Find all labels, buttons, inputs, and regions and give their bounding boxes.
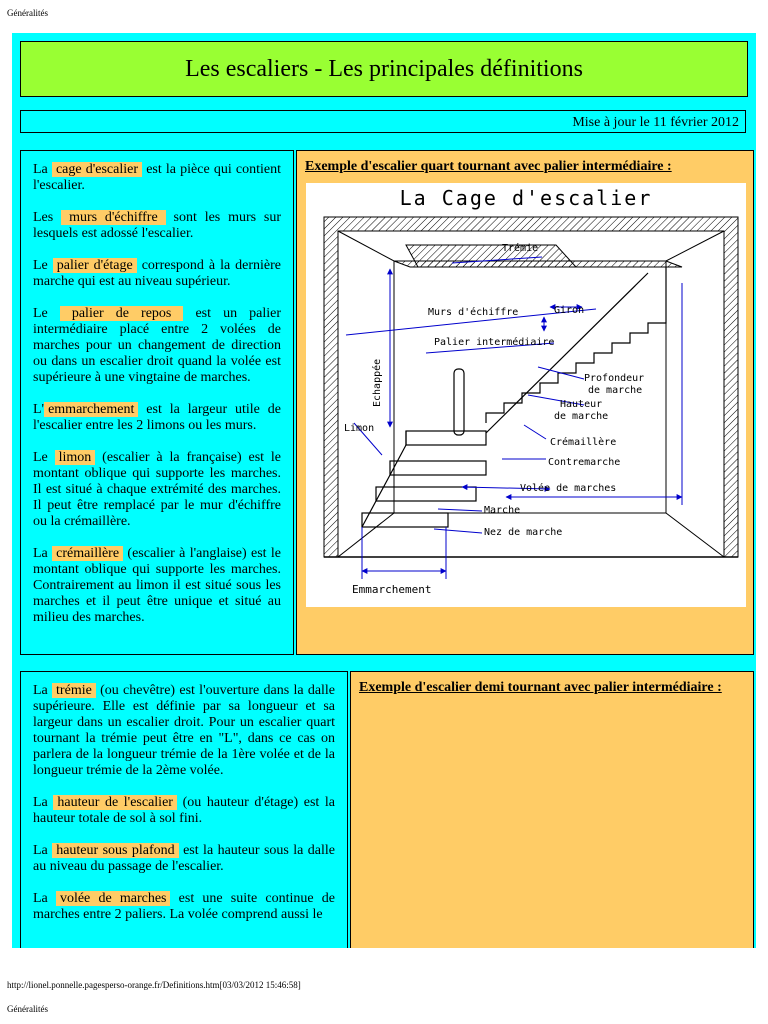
label-nez-marche: Nez de marche — [484, 527, 563, 538]
document-page — [12, 33, 756, 948]
diagram-title: La Cage d'escalier — [399, 186, 653, 210]
definition-prefix: La — [33, 795, 48, 810]
stair-diagram-svg — [306, 183, 746, 607]
example-label-1: Exemple d'escalier quart tournant avec palier intermédiaire : — [305, 159, 672, 174]
definitions-panel-1 — [20, 150, 294, 655]
term-volee-marches: volée de marches — [56, 891, 171, 906]
label-volee: Volée de marches — [520, 483, 617, 494]
diagram-labels — [344, 242, 644, 596]
definition-murs — [33, 210, 281, 242]
definition-hauteur-escalier — [33, 795, 335, 827]
definition-cage — [33, 162, 281, 194]
definition-text: sont les murs sur lesquels est adossé l'escalier. — [33, 210, 282, 241]
definition-prefix: La — [33, 843, 48, 858]
term-emmarchement: emmarchement — [44, 402, 138, 417]
label-profondeur-1: Profondeur — [584, 373, 645, 384]
definition-prefix: Le — [33, 306, 48, 321]
label-marche: Marche — [484, 505, 521, 516]
footer-url: http://lionel.ponnelle.pagesperso-orange.fr/Definitions.htm[03/03/2012 15:46:58] — [7, 980, 301, 990]
definition-prefix: Le — [33, 258, 48, 273]
definition-hauteur-plafond — [33, 843, 335, 875]
definition-text: (escalier à la française) est le montant oblique qui supporte les marches. Il est situé à chaque extrémité des marches. Il peut être remplacé par le mur d'échiffre ou la crémaillère. — [33, 450, 282, 529]
page-header-label: Généralités — [7, 8, 48, 18]
definition-tremie — [33, 683, 335, 779]
example-panel-2 — [350, 671, 754, 948]
term-cage-escalier: cage d'escalier — [52, 162, 142, 177]
definition-limon — [33, 450, 281, 530]
term-murs-echiffre: murs d'échiffre — [61, 210, 166, 225]
label-murs-echiffre: Murs d'échiffre — [428, 307, 519, 318]
cage-walls — [324, 217, 738, 557]
definition-text: est la largeur utile de l'escalier entre les 2 limons ou les murs. — [33, 402, 282, 433]
label-limon: Limon — [344, 423, 375, 434]
tremie-hatch — [406, 245, 576, 267]
label-hauteur-1: Hauteur — [560, 399, 603, 410]
definition-text: (escalier à l'anglaise) est le montant oblique qui supporte les marches. Contrairement au limon il est situé sous les marches et il peut être unique et situé au milieu des marches. — [33, 546, 281, 625]
label-profondeur-2: de marche — [588, 385, 643, 396]
label-tremie: Trémie — [502, 243, 539, 254]
definition-prefix: La — [33, 891, 48, 906]
definition-palier-repos — [33, 306, 281, 386]
page-title: Les escaliers - Les principales définitions — [185, 55, 583, 82]
title-box — [20, 41, 748, 97]
term-limon: limon — [55, 450, 96, 465]
definition-text: est un palier intermédiaire placé entre 2 volées de marches pour un changement de direction ou dans un escalier droit quand la volée est supérieure à une vingtaine de marches. — [33, 306, 282, 385]
definition-text: est la hauteur sous la dalle au niveau du passage de l'escalier. — [33, 843, 336, 874]
example-panel-1 — [296, 150, 754, 655]
term-hauteur-escalier: hauteur de l'escalier — [53, 795, 177, 810]
definition-text: (ou hauteur d'étage) est la hauteur totale de sol à sol fini. — [33, 795, 336, 826]
label-giron: Giron — [554, 305, 585, 316]
label-cremaillere: Crémaillère — [550, 437, 617, 448]
term-hauteur-plafond: hauteur sous plafond — [52, 843, 178, 858]
definition-cremaillere — [33, 546, 281, 626]
definition-prefix: L' — [33, 402, 45, 417]
update-date: Mise à jour le 11 février 2012 — [20, 110, 746, 133]
example-label-2: Exemple d'escalier demi tournant avec palier intermédiaire : — [359, 680, 722, 695]
term-tremie: trémie — [52, 683, 96, 698]
label-contremarche: Contremarche — [548, 457, 621, 468]
definition-prefix: La — [33, 162, 48, 177]
definition-text: est la pièce qui contient l'escalier. — [33, 162, 282, 193]
definition-palier-etage — [33, 258, 281, 290]
footer-label: Généralités — [7, 1004, 48, 1014]
definition-prefix: La — [33, 546, 48, 561]
definition-emmarchement — [33, 402, 281, 434]
definition-volee — [33, 891, 335, 923]
label-echappee: Echappée — [372, 358, 383, 407]
definition-prefix: Le — [33, 450, 48, 465]
definition-prefix: La — [33, 683, 48, 698]
right-wall-edge — [666, 261, 724, 557]
label-palier-intermediaire: Palier intermédiaire — [434, 337, 555, 348]
stair-diagram — [306, 183, 746, 607]
term-palier-repos: palier de repos — [60, 306, 184, 321]
term-cremaillere: crémaillère — [52, 546, 123, 561]
definition-text: correspond à la dernière marche qui est au niveau supérieur. — [33, 258, 282, 289]
term-palier-etage: palier d'étage — [53, 258, 137, 273]
definition-text: est une suite continue de marches entre 2 paliers. La volée comprend aussi le — [33, 891, 336, 922]
definition-prefix: Les — [33, 210, 54, 225]
definitions-panel-2 — [20, 671, 348, 948]
definition-text: (ou chevêtre) est l'ouverture dans la dalle supérieure. Elle est définie par sa longueur et sa largeur dans un escalier droit. Pour un escalier quart tournant la trémie peut être en "L", dans ce cas on parlera de la longueur trémie de la 1ère volée et de la longueur trémie de la 2ème volée. — [33, 683, 336, 778]
label-hauteur-2: de marche — [554, 411, 609, 422]
label-emmarchement: Emmarchement — [352, 583, 432, 596]
